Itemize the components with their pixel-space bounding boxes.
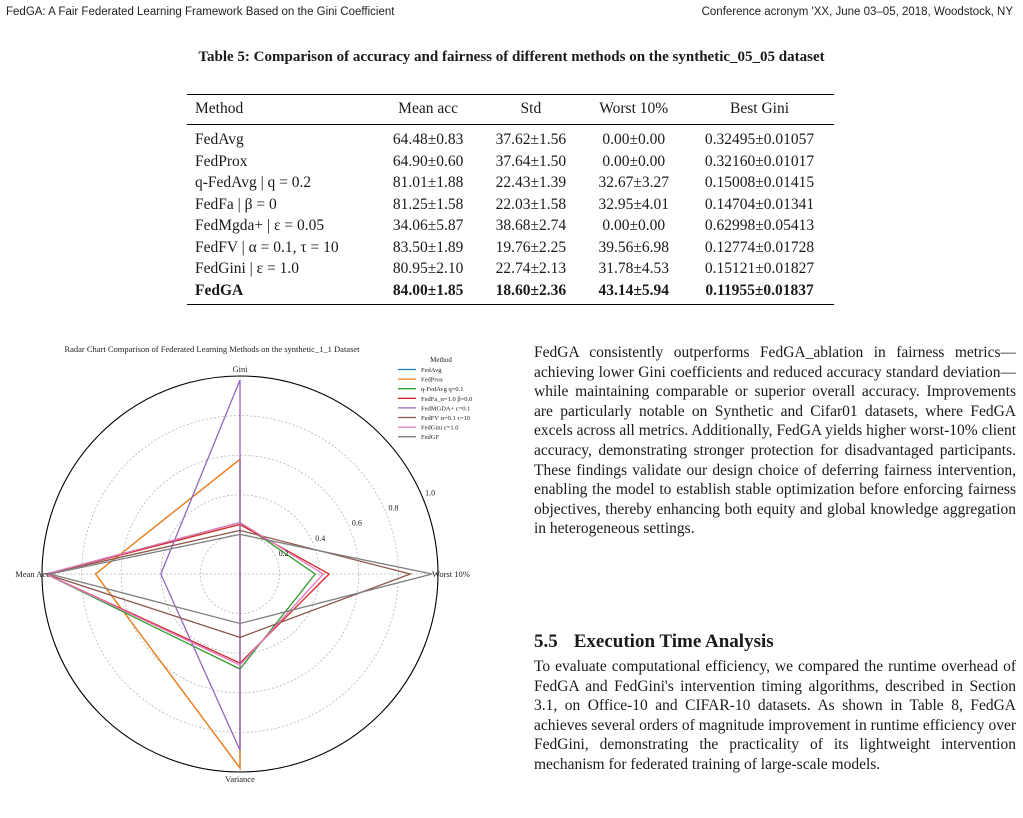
cell-std: 37.62±1.56 <box>495 131 567 148</box>
cell-method: FedProx <box>195 152 248 170</box>
radial-tick-label: 0.4 <box>315 533 326 543</box>
cell-worst-10: 32.67±3.27 <box>598 174 669 191</box>
section-title: Execution Time Analysis <box>573 631 774 652</box>
cell-mean-acc: 83.50±1.89 <box>392 238 464 256</box>
legend-entry: FedFV α=0.1 τ=10 <box>421 415 471 422</box>
cell-method: FedFV | α = 0.1, τ = 10 <box>195 238 339 256</box>
axis-label: Variance <box>225 774 255 784</box>
header-worst-10: Worst 10% <box>582 95 685 125</box>
cell-worst-10: 0.00±0.00 <box>602 217 666 234</box>
cell-mean-acc: 84.00±1.85 <box>377 280 480 305</box>
cell-best-gini: 0.32495±0.01057 <box>704 131 815 148</box>
radar-series-polygon <box>50 534 432 623</box>
results-table <box>187 94 834 305</box>
legend-entry: FedGini ε=1.0 <box>421 424 459 432</box>
table-row <box>187 125 834 151</box>
table-row <box>187 151 834 173</box>
cell-std: 18.60±2.36 <box>479 280 582 305</box>
cell-best-gini: 0.32160±0.01017 <box>704 152 815 170</box>
cell-mean-acc: 81.01±1.88 <box>392 174 464 191</box>
cell-mean-acc: 81.25±1.58 <box>392 195 464 213</box>
paragraph-execution-time: To evaluate computational efficiency, we compared the runtime overhead of FedGA and FedGini's intervention timing algorithms, described in Section 3.1, on Office-10 and CIFAR-10 datasets. As shown in Table 8, FedGA achieves several orders of magnitude improvement in runtime efficiency over FedGini, demonstrating the practicality of its lightweight intervention mechanism for federated training of large-scale models. <box>534 658 1016 773</box>
radar-series-polygon <box>161 380 240 750</box>
cell-mean-acc: 64.90±0.60 <box>392 152 464 170</box>
radar-chart <box>0 340 520 818</box>
header-best-gini: Best Gini <box>685 95 834 125</box>
cell-best-gini: 0.15121±0.01827 <box>704 260 815 277</box>
cell-best-gini: 0.11955±0.01837 <box>685 280 834 305</box>
cell-worst-10: 0.00±0.00 <box>602 131 666 148</box>
legend-entry: q-FedAvg q=0.1 <box>421 386 464 394</box>
cell-best-gini: 0.15008±0.01415 <box>704 174 815 191</box>
cell-method: FedMgda+ | ε = 0.05 <box>195 217 325 234</box>
cell-mean-acc: 64.48±0.83 <box>392 131 464 148</box>
cell-worst-10: 0.00±0.00 <box>602 152 666 170</box>
table-row <box>187 172 834 194</box>
cell-method: q-FedAvg | q = 0.2 <box>195 174 312 191</box>
legend-entry: FedMGDA+ ε=0.1 <box>421 405 471 413</box>
header-method: Method <box>187 95 377 125</box>
cell-best-gini: 0.62998±0.05413 <box>704 217 815 234</box>
radar-chart-figure <box>0 340 520 818</box>
cell-mean-acc: 80.95±2.10 <box>392 260 464 277</box>
table-row-highlight <box>187 280 834 305</box>
cell-std: 19.76±2.25 <box>495 238 567 256</box>
table-row <box>187 258 834 280</box>
table-caption: Table 5: Comparison of accuracy and fairness of different methods on the synthetic_05_05 dataset <box>198 49 825 65</box>
chart-title: Radar Chart Comparison of Federated Learning Methods on the synthetic_1_1 Dataset <box>64 344 360 354</box>
cell-method: FedFa | β = 0 <box>195 195 277 213</box>
cell-std: 37.64±1.50 <box>495 152 567 170</box>
cell-method: FedGini | ε = 1.0 <box>195 260 300 277</box>
cell-method: FedAvg <box>195 131 244 148</box>
header-std: Std <box>479 95 582 125</box>
axis-label: Mean Acc <box>15 569 50 579</box>
table-row <box>187 237 834 259</box>
cell-worst-10: 31.78±4.53 <box>598 260 669 277</box>
cell-mean-acc: 34.06±5.87 <box>392 217 464 234</box>
legend-entry: FedAvg <box>421 367 442 374</box>
axis-label: Gini <box>232 364 248 374</box>
cell-best-gini: 0.12774±0.01728 <box>704 238 815 256</box>
cell-std: 22.03±1.58 <box>495 195 567 213</box>
radar-series-polygon <box>46 530 410 637</box>
radar-series-polygon <box>46 523 326 666</box>
legend-title: Method <box>430 356 452 364</box>
paragraph-results: FedGA consistently outperforms FedGA_ablation in fairness metrics—achieving lower Gini coefficients and reduced accuracy standard deviation—while maintaining comparable or superior overall accuracy. Improvements are particularly notable on Synthetic and Cifar01 datasets, where FedGA excels across all metrics. Additionally, FedGA yields higher worst-10% client accuracy, demonstrating stronger protection for disadvantaged participants. These findings validate our design choice of deferring fairness intervention, enabling the model to establish stable optimization before enforcing fairness objectives, thereby enhancing both equity and global knowledge aggregation in heterogeneous settings. <box>534 344 1016 538</box>
cell-worst-10: 32.95±4.01 <box>598 195 669 213</box>
section-number: 5.5 <box>534 631 558 652</box>
cell-std: 38.68±2.74 <box>495 217 567 234</box>
running-head-venue: Conference acronym 'XX, June 03–05, 2018, Woodstock, NY <box>701 6 1013 18</box>
cell-best-gini: 0.14704±0.01341 <box>704 195 815 213</box>
table-row <box>187 215 834 237</box>
header-mean-acc: Mean acc <box>377 95 480 125</box>
section-heading <box>534 631 774 653</box>
cell-method: FedGA <box>187 280 377 305</box>
radial-tick-label: 0.2 <box>278 548 289 558</box>
cell-std: 22.43±1.39 <box>495 174 567 191</box>
chart-legend <box>394 351 512 447</box>
axis-label: Worst 10% <box>432 569 470 579</box>
legend-entry: FedProx <box>421 376 444 384</box>
radial-tick-label: 1.0 <box>425 488 436 498</box>
cell-worst-10: 39.56±6.98 <box>598 238 669 256</box>
table-header-row <box>187 95 834 125</box>
radial-tick-label: 0.8 <box>388 503 399 513</box>
table-row <box>187 194 834 216</box>
cell-worst-10: 43.14±5.94 <box>582 280 685 305</box>
legend-entry: FedGF <box>421 434 440 442</box>
legend-entry: FedFa_α=1.0 β=0.0 <box>421 395 473 403</box>
cell-std: 22.74±2.13 <box>495 260 567 277</box>
running-head-title: FedGA: A Fair Federated Learning Framework Based on the Gini Coefficient <box>6 6 395 18</box>
radial-tick-label: 0.6 <box>351 518 362 528</box>
